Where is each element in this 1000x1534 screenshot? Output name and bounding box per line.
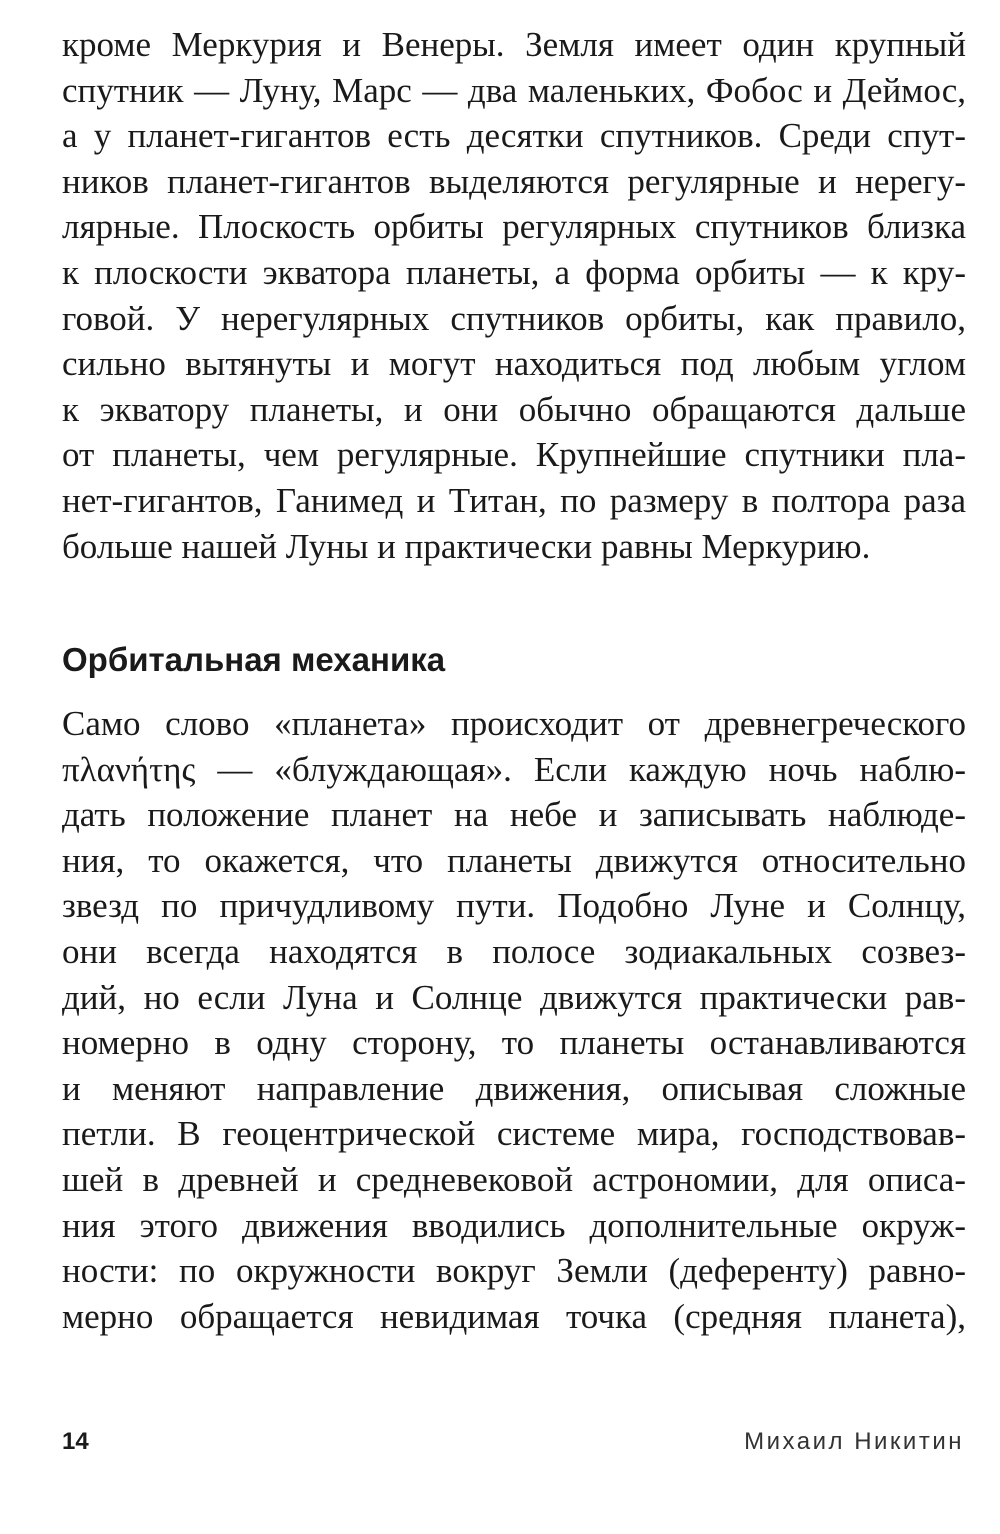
text-line: нет-гигантов, Ганимед и Титан, по размеру в полтора раза bbox=[62, 480, 966, 520]
text-line: ников планет-гигантов выделяются регулярные и нерегу- bbox=[62, 161, 966, 201]
text-line: лярные. Плоскость орбиты регулярных спутников близка bbox=[62, 207, 966, 247]
text-line: от планеты, чем регулярные. Крупнейшие спутники пла- bbox=[62, 435, 966, 475]
text-line: дать положение планет на небе и записывать наблюде- bbox=[62, 795, 966, 835]
section-heading: Орбитальная механика bbox=[62, 641, 446, 678]
paragraph-2 bbox=[62, 701, 966, 1339]
text-line: спутник — Луну, Марс — два маленьких, Фобос и Деймос, bbox=[62, 70, 966, 110]
text-line: и меняют направление движения, описывая сложные bbox=[62, 1068, 966, 1108]
text-line: ности: по окружности вокруг Земли (деференту) равно- bbox=[62, 1251, 966, 1291]
text-line: πλανήτης — «блуждающая». Если каждую ночь наблю- bbox=[62, 749, 966, 789]
text-line: дий, но если Луна и Солнце движутся практически рав- bbox=[62, 977, 966, 1017]
running-footer-author: Михаил Никитин bbox=[744, 1428, 964, 1455]
text-line: сильно вытянуты и могут находиться под любым углом bbox=[62, 344, 966, 384]
text-line: мерно обращается невидимая точка (средняя планета), bbox=[62, 1296, 966, 1336]
text-line: звезд по причудливому пути. Подобно Луне и Солнцу, bbox=[62, 886, 966, 926]
text-line: больше нашей Луны и практически равны Меркурию. bbox=[62, 526, 871, 566]
text-line: к плоскости экватора планеты, а форма орбиты — к кру- bbox=[62, 252, 966, 292]
text-line: ния, то окажется, что планеты движутся относительно bbox=[62, 840, 966, 880]
text-line: шей в древней и средневековой астрономии, для описа- bbox=[62, 1159, 966, 1199]
text-line: говой. У нерегулярных спутников орбиты, как правило, bbox=[62, 298, 966, 338]
text-line: Само слово «планета» происходит от древнегреческого bbox=[62, 704, 966, 743]
paragraph-1 bbox=[62, 22, 966, 569]
page-number: 14 bbox=[62, 1428, 89, 1455]
text-line: они всегда находятся в полосе зодиакальных созвез- bbox=[62, 931, 966, 971]
text-line: номерно в одну сторону, то планеты останавливаются bbox=[62, 1023, 966, 1063]
text-line: а у планет-гигантов есть десятки спутников. Среди спут- bbox=[62, 116, 966, 156]
text-line: к экватору планеты, и они обычно обращаются дальше bbox=[62, 389, 966, 429]
text-line: ния этого движения вводились дополнительные окруж- bbox=[62, 1205, 966, 1245]
text-line: петли. В геоцентрической системе мира, господствовав- bbox=[62, 1114, 966, 1154]
text-line: кроме Меркурия и Венеры. Земля имеет один крупный bbox=[62, 25, 966, 64]
